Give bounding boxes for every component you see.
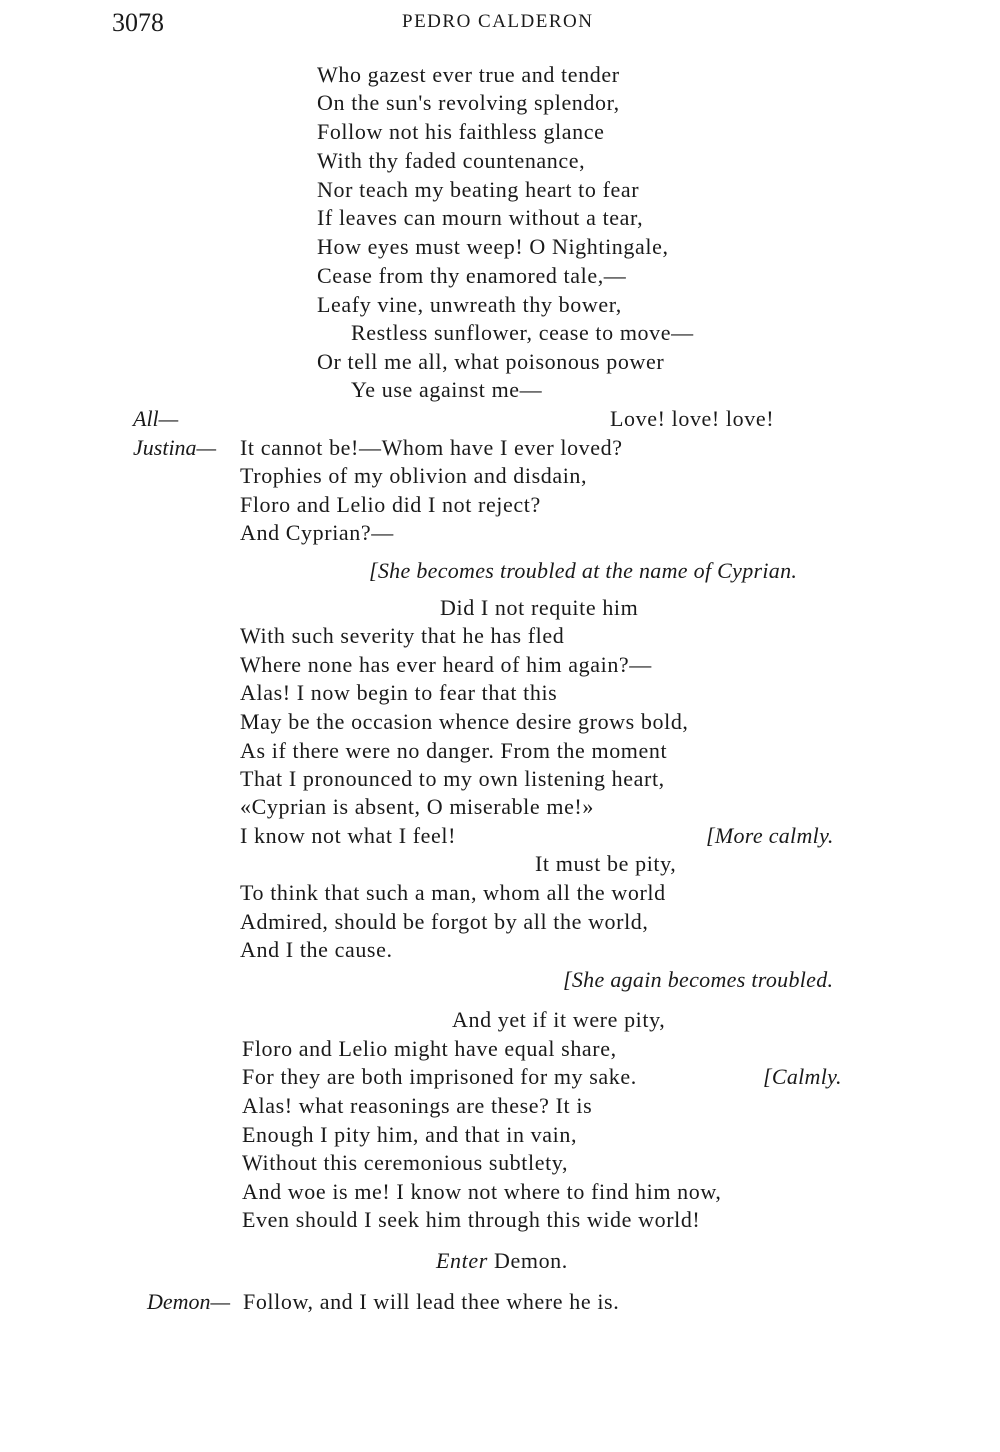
verse-line: Where none has ever heard of him again?— <box>240 652 652 677</box>
verse-line: Trophies of my oblivion and disdain, <box>240 463 588 488</box>
verse-line: Ye use against me— <box>351 377 543 402</box>
verse-line: Restless sunflower, cease to move— <box>351 320 694 345</box>
verse-line: Even should I seek him through this wide world! <box>242 1207 701 1232</box>
verse-line: That I pronounced to my own listening heart, <box>240 766 665 791</box>
verse-line: For they are both imprisoned for my sake. <box>242 1064 637 1089</box>
verse-line: Admired, should be forgot by all the world, <box>240 909 649 934</box>
entrance-direction <box>436 1247 568 1275</box>
verse-line: With thy faded countenance, <box>317 148 586 173</box>
verse-line: Who gazest ever true and tender <box>317 62 620 87</box>
verse-line: Floro and Lelio did I not reject? <box>240 492 541 517</box>
verse-line: To think that such a man, whom all the world <box>240 880 666 905</box>
verse-line: Without this ceremonious subtlety, <box>242 1150 569 1175</box>
verse-line: And Cyprian?— <box>240 520 394 545</box>
verse-line: Leafy vine, unwreath thy bower, <box>317 292 622 317</box>
verse-line: «Cyprian is absent, O miserable me!» <box>240 794 594 819</box>
verse-line: If leaves can mourn without a tear, <box>317 205 644 230</box>
verse-line: Love! love! love! <box>610 406 775 431</box>
verse-line: Follow not his faithless glance <box>317 119 605 144</box>
speaker-justina: Justina— <box>133 435 217 460</box>
verse-line: Follow, and I will lead thee where he is. <box>243 1289 620 1314</box>
stage-direction: [She again becomes troubled. <box>563 967 834 992</box>
speaker-demon: Demon— <box>147 1289 231 1314</box>
verse-line: Or tell me all, what poisonous power <box>317 349 665 374</box>
running-head: PEDRO CALDERON <box>402 11 594 32</box>
verse-line: May be the occasion whence desire grows bold, <box>240 709 689 734</box>
verse-line: Nor teach my beating heart to fear <box>317 177 640 202</box>
verse-line: With such severity that he has fled <box>240 623 565 648</box>
stage-direction: [She becomes troubled at the name of Cyprian. <box>369 558 798 583</box>
verse-line: Floro and Lelio might have equal share, <box>242 1036 617 1061</box>
verse-line: It cannot be!—Whom have I ever loved? <box>240 435 623 460</box>
verse-line: How eyes must weep! O Nightingale, <box>317 234 669 259</box>
stage-direction: [Calmly. <box>763 1064 842 1089</box>
speaker-all: All— <box>133 406 179 431</box>
entering-character: Demon. <box>494 1248 568 1273</box>
stage-direction: [More calmly. <box>706 823 834 848</box>
verse-line: Alas! what reasonings are these? It is <box>242 1093 593 1118</box>
enter-word: Enter <box>436 1248 488 1273</box>
verse-line: Did I not requite him <box>440 595 639 620</box>
verse-line: And yet if it were pity, <box>452 1007 666 1032</box>
page-number: 3078 <box>112 8 164 37</box>
verse-line: As if there were no danger. From the moment <box>240 738 668 763</box>
verse-line: Cease from thy enamored tale,— <box>317 263 627 288</box>
verse-line: Enough I pity him, and that in vain, <box>242 1122 578 1147</box>
verse-line: I know not what I feel! <box>240 823 457 848</box>
verse-line: It must be pity, <box>535 851 677 876</box>
verse-line: On the sun's revolving splendor, <box>317 90 620 115</box>
verse-line: Alas! I now begin to fear that this <box>240 680 558 705</box>
verse-line: And woe is me! I know not where to find him now, <box>242 1179 722 1204</box>
verse-line: And I the cause. <box>240 937 393 962</box>
